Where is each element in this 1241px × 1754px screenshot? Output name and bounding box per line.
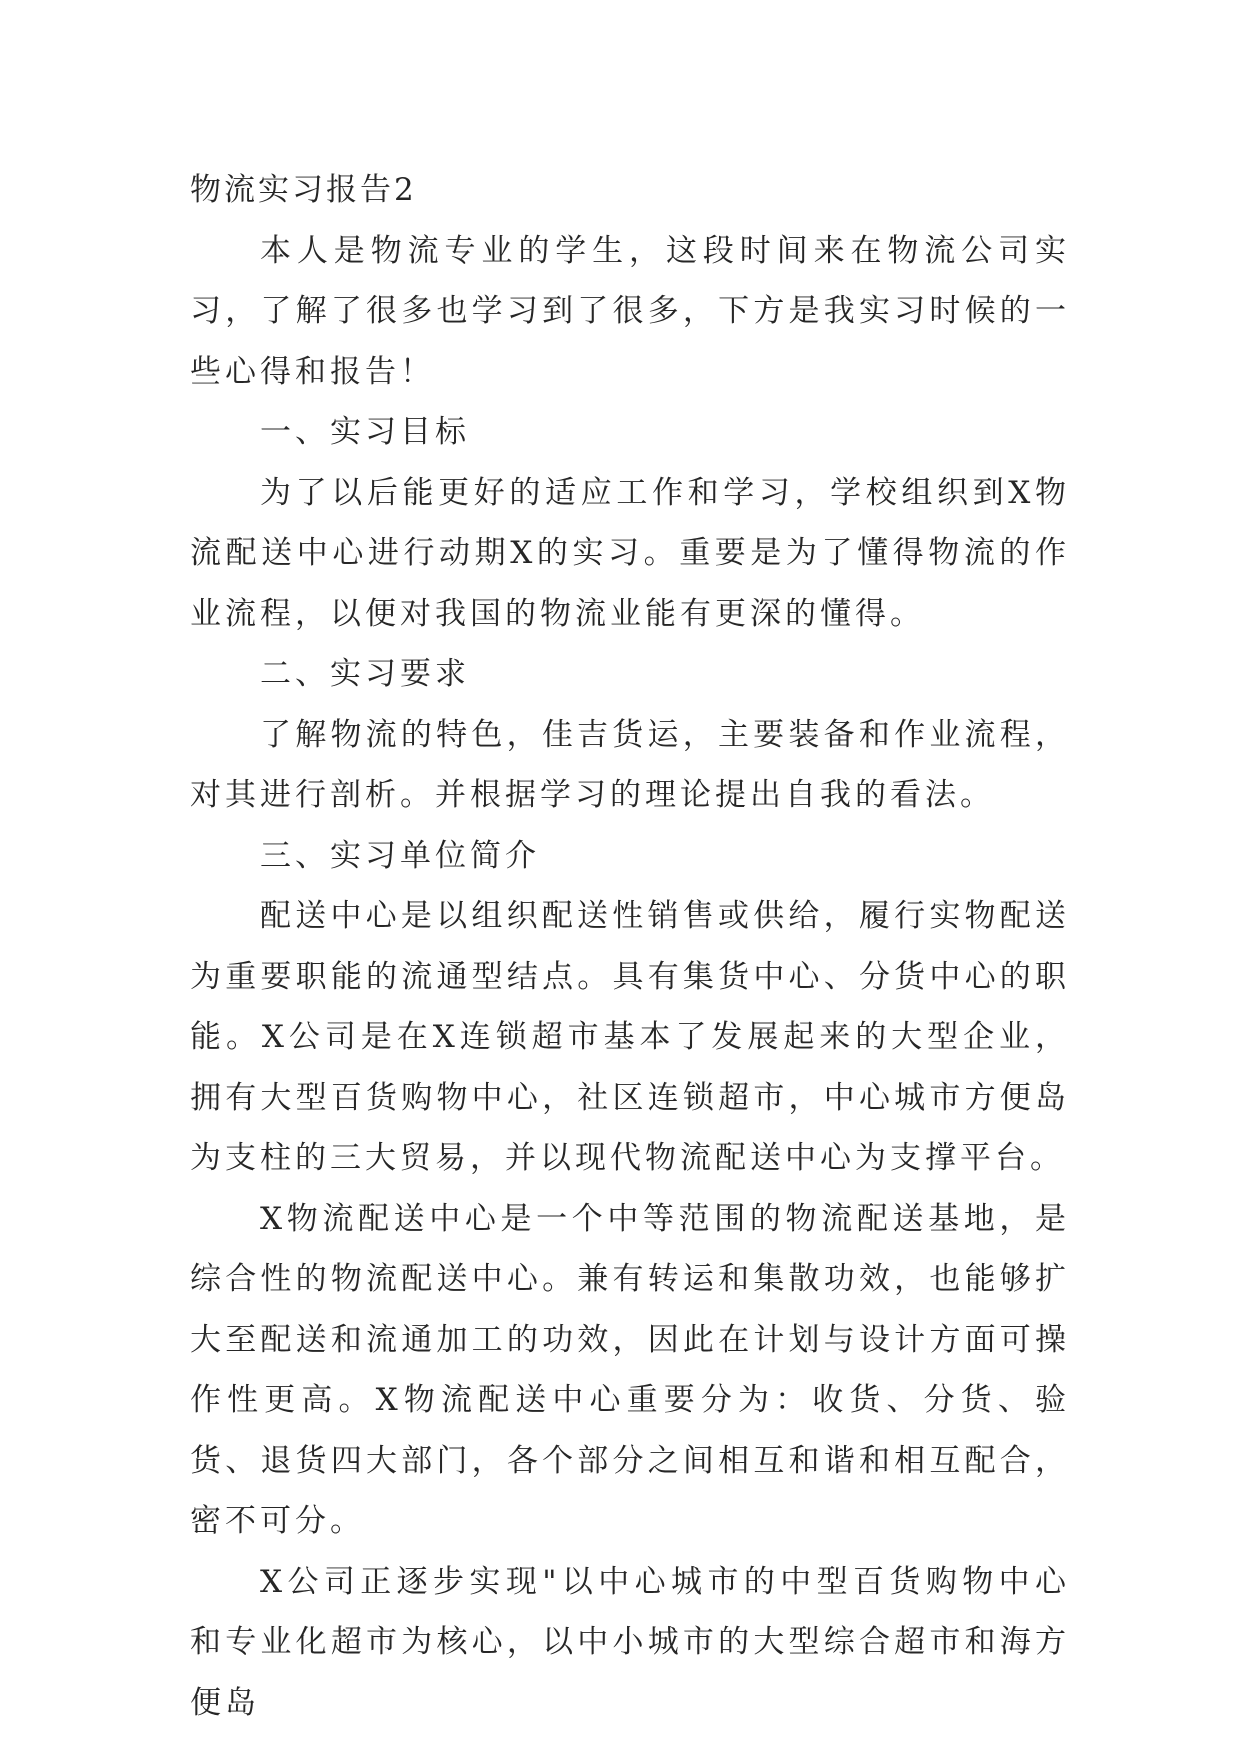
document-title: 物流实习报告2	[190, 172, 417, 208]
paragraph-company-3: X公司正逐步实现"以中心城市的中型百货购物中心和专业化超市为核心，以中小城市的大型综合超市和海方便岛	[190, 1563, 1070, 1721]
paragraph-intro: 本人是物流专业的学生，这段时间来在物流公司实习，了解了很多也学习到了很多，下方是我实习时候的一些心得和报告！	[190, 232, 1070, 390]
section-heading-company: 三、实习单位简介	[260, 837, 540, 874]
section-heading-goal: 一、实习目标	[260, 414, 470, 450]
document-body	[190, 160, 1070, 1733]
paragraph-requirements: 了解物流的特色，佳吉货运，主要装备和作业流程，对其进行剖析。并根据学习的理论提出自我的看法。	[190, 716, 1070, 813]
paragraph-company-1: 配送中心是以组织配送性销售或供给，履行实物配送为重要职能的流通型结点。具有集货中心、分货中心的职能。X公司是在X连锁超市基本了发展起来的大型企业，拥有大型百货购物中心，社区连锁超市，中心城市方便岛为支柱的三大贸易，并以现代物流配送中心为支撑平台。	[190, 898, 1070, 1176]
paragraph-company-2: X物流配送中心是一个中等范围的物流配送基地，是综合性的物流配送中心。兼有转运和集散功效，也能够扩大至配送和流通加工的功效，因此在计划与设计方面可操作性更高。X物流配送中心重要分为：收货、分货、验货、退货四大部门，各个部分之间相互和谐和相互配合，密不可分。	[190, 1200, 1070, 1539]
paragraph-goal: 为了以后能更好的适应工作和学习，学校组织到X物流配送中心进行动期X的实习。重要是为了懂得物流的作业流程，以便对我国的物流业能有更深的懂得。	[190, 474, 1070, 632]
section-heading-requirements: 二、实习要求	[260, 656, 470, 692]
